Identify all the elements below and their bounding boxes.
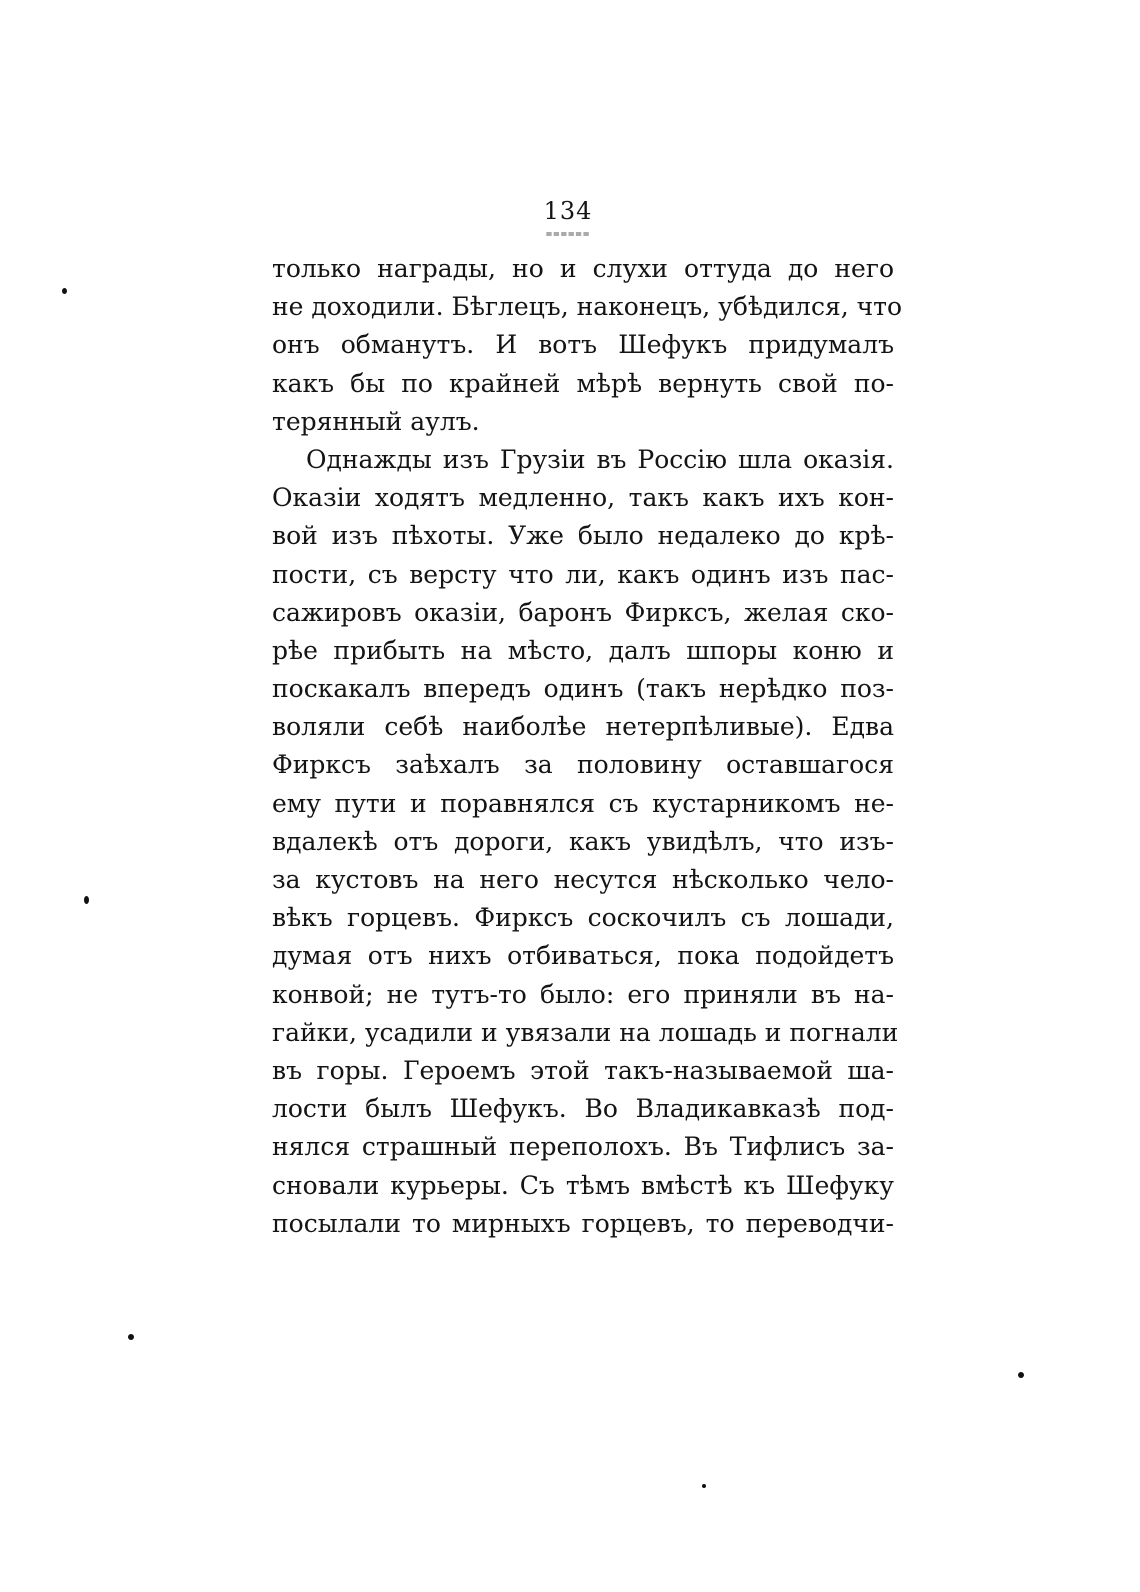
- text-line: воляли себѣ наиболѣе нетерпѣливые). Едва: [272, 712, 894, 742]
- text-line: ему пути и поравнялся съ кустарникомъ не-: [272, 788, 894, 818]
- text-line: поскакалъ впередъ одинъ (такъ нерѣдко поз-: [272, 674, 894, 704]
- text-line: нялся страшный переполохъ. Въ Тифлисъ за-: [272, 1132, 894, 1162]
- page-number-ornament: ᐀᐀᐀᐀᐀᐀: [545, 227, 591, 240]
- scan-speck: [128, 1334, 134, 1340]
- text-line: посылали то мирныхъ горцевъ, то переводчи-: [272, 1208, 894, 1238]
- scan-speck: [62, 288, 67, 294]
- text-line: сажировъ оказіи, баронъ Фирксъ, желая ско-: [272, 597, 894, 627]
- text-line: думая отъ нихъ отбиваться, пока подойдетъ: [272, 941, 894, 971]
- scan-speck: [702, 1484, 706, 1488]
- text-line: Фирксъ заѣхалъ за половину оставшагося: [272, 750, 894, 780]
- scan-speck: [84, 896, 89, 904]
- text-line: конвой; не тутъ-то было: его приняли въ на-: [272, 979, 894, 1009]
- page-number: 134: [543, 197, 593, 225]
- text-line: вѣкъ горцевъ. Фирксъ соскочилъ съ лошади,: [272, 903, 894, 933]
- text-line: за кустовъ на него несутся нѣсколько чело-: [272, 865, 894, 894]
- text-line: онъ обманутъ. И вотъ Шефукъ придумалъ: [272, 330, 894, 360]
- text-line: гайки, усадили и увязали на лошадь и погнали: [272, 1017, 899, 1047]
- text-line: рѣе прибыть на мѣсто, далъ шпоры коню и: [272, 635, 894, 665]
- text-line: сновали курьеры. Съ тѣмъ вмѣстѣ къ Шефуку: [272, 1170, 894, 1200]
- text-line: терянный аулъ.: [272, 406, 480, 436]
- text-line: въ горы. Героемъ этой такъ-называемой ша-: [272, 1055, 894, 1085]
- text-line: пости, съ версту что ли, какъ одинъ изъ пас-: [272, 559, 894, 589]
- text-line: лости былъ Шефукъ. Во Владикавказѣ под-: [272, 1094, 894, 1124]
- text-line: только награды, но и слухи оттуда до него: [272, 254, 894, 283]
- text-line: какъ бы по крайней мѣрѣ вернуть свой по-: [272, 368, 894, 398]
- text-line: не доходили. Бѣглецъ, наконецъ, убѣдился, что: [272, 292, 903, 322]
- text-body: [272, 250, 903, 1243]
- text-line: вой изъ пѣхоты. Уже было недалеко до крѣ-: [272, 521, 894, 551]
- scan-speck: [1018, 1372, 1024, 1378]
- text-line: вдалекѣ отъ дороги, какъ увидѣлъ, что изъ-: [272, 826, 894, 856]
- text-line: Оказіи ходятъ медленно, такъ какъ ихъ кон-: [272, 483, 894, 513]
- text-line: Однажды изъ Грузіи въ Россію шла оказія.: [306, 444, 894, 474]
